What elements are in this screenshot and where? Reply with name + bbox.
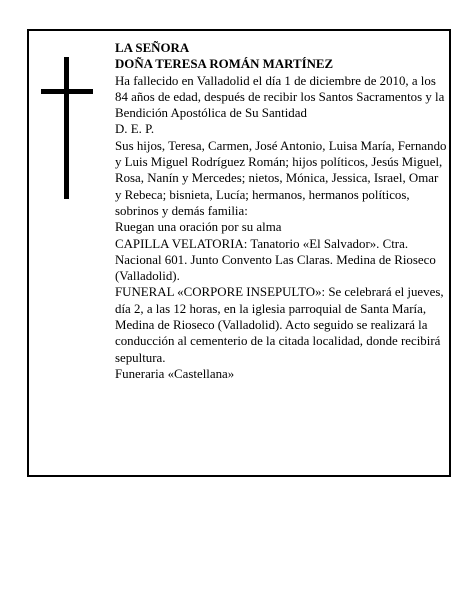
deceased-name: DOÑA TERESA ROMÁN MARTÍNEZ: [115, 57, 334, 72]
cross-icon: [41, 57, 93, 199]
notice-title: LA SEÑORA: [115, 41, 190, 55]
wake-chapel-info: CAPILLA VELATORIA: Tanatorio «El Salvador». Ctra. Nacional 601. Junto Convento Las Claras. Medina de Rioseco (Valladolid).: [115, 236, 436, 284]
funeral-info: FUNERAL «CORPORE INSEPULTO»: Se celebrará el jueves, día 2, a las 12 horas, en la iglesia parroquial de Santa María, Medina de Rioseco (Valladolid). Acto seguido se realizará la conducción al cementerio de la citada localidad, donde recibirá sepultura.: [115, 285, 444, 365]
family-list: Sus hijos, Teresa, Carmen, José Antonio, Luisa María, Fernando y Luis Miguel Rodríguez Román; hijos políticos, Jesús Miguel, Rosa, Nanín y Mercedes; nietos, Mónica, Jessica, Israel, Omar y Rebeca; bisnieta, Lucía; hermanos, hermanos políticos, sobrinos y demás familia:: [115, 138, 447, 218]
prayer-request: Ruegan una oración por su alma: [115, 220, 282, 235]
funeral-home: Funeraria «Castellana»: [115, 366, 235, 381]
rest-in-peace: D. E. P.: [115, 122, 155, 137]
obituary-notice: [27, 29, 451, 477]
cross-vertical-bar: [64, 57, 69, 199]
cross-horizontal-bar: [41, 89, 93, 94]
death-announcement: Ha fallecido en Valladolid el día 1 de diciembre de 2010, a los 84 años de edad, después de recibir los Santos Sacramentos y la Bendición Apostólica de Su Santidad: [115, 73, 445, 121]
notice-content: [115, 40, 447, 382]
